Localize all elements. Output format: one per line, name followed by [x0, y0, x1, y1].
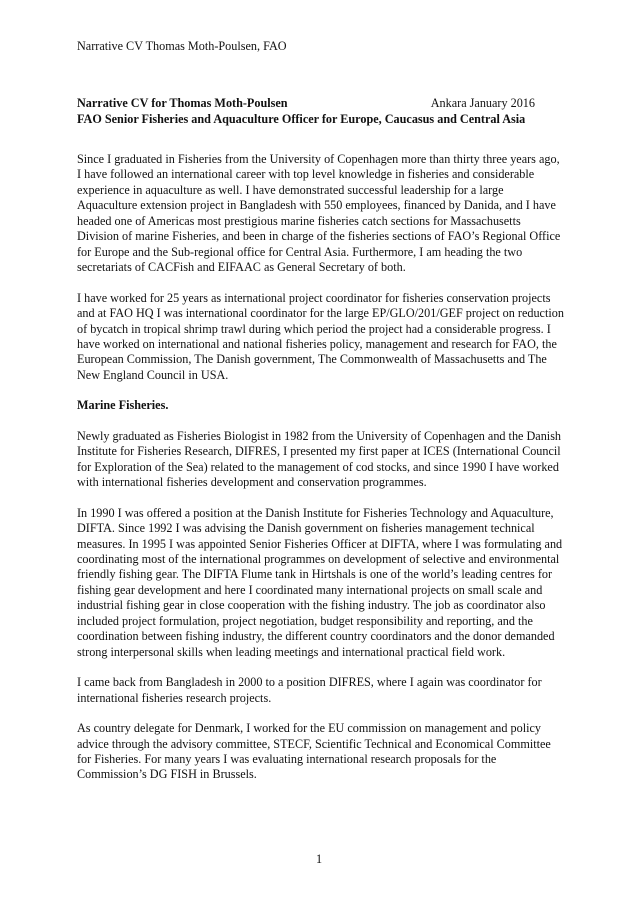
cv-title: Narrative CV for Thomas Moth-Poulsen: [77, 96, 288, 110]
running-header: Narrative CV Thomas Moth-Poulsen, FAO: [77, 39, 287, 53]
paragraph-difta: In 1990 I was offered a position at the Danish Institute for Fisheries Technology and Aquaculture, DIFTA. Since 1992 I was advising the Danish government on fisheries management technical measures. In 1995 I was appointed Senior Fisheries Officer at DIFTA, where I was formulating and coordinating most of the international programmes on development of selective and environmental friendly fishing gear. The DIFTA Flume tank in Hirtshals is one of the world’s leading centres for fishing gear development and here I coordinated many international projects on small scale and industrial fishing gear in close cooperation with the fishing industry. The job as coordinator also included project formulation, project negotiation, budget responsibility and reporting, and the coordination between fishing industry, the different country coordinators and the donor demanded strong interpersonal skills when leading meetings and international practical field work.: [77, 505, 563, 659]
position-title: FAO Senior Fisheries and Aquaculture Officer for Europe, Caucasus and Central Asia: [77, 111, 526, 126]
page-number: 1: [315, 852, 323, 866]
section-heading-marine-fisheries: Marine Fisheries.: [77, 398, 169, 413]
paragraph-intro: Since I graduated in Fisheries from the University of Copenhagen more than thirty three years ago, I have followed an international career with top level knowledge in fisheries and considerable experience in aquaculture as well. I have demonstrated successful leadership for a large Aquaculture extension project in Bangladesh with 550 employees, financed by Danida, and I have headed one of Americas most prestigious marine fisheries catch sections for Massachusetts Division of marine Fisheries, and been in charge of the fisheries sections of FAO’s Regional Office for Europe and the Sub-regional office for Central Asia. Furthermore, I am heading the two secretariats of CACFish and EIFAAC as General Secretary of both.: [77, 152, 561, 275]
title-block: [77, 96, 567, 127]
title-line: [77, 96, 535, 112]
paragraph-project-coordination: I have worked for 25 years as international project coordinator for fisheries conservation projects and at FAO HQ I was international coordinator for the large EP/GLO/201/GEF project on reduction of bycatch in tropical shrimp trawl during which period the project had a considerable progress. I have worked on international and national fisheries policy, management and research for FAO, the European Commission, The Danish government, The Commonwealth of Massachusetts and The New England Council in USA.: [77, 290, 564, 382]
body-text: [77, 152, 565, 798]
paragraph-country-delegate: As country delegate for Denmark, I worked for the EU commission on management and policy advice through the advisory committee, STECF, Scientific Technical and Economical Committee for Fisheries. For many years I was evaluating international research proposals for the Commission’s DG FISH in Brussels.: [77, 721, 551, 782]
place-date: Ankara January 2016: [430, 96, 535, 110]
paragraph-bangladesh-return: I came back from Bangladesh in 2000 to a position DIFRES, where I again was coordinator for international fisheries research projects.: [77, 675, 542, 705]
paragraph-graduation: Newly graduated as Fisheries Biologist in 1982 from the University of Copenhagen and the Danish Institute for Fisheries Research, DIFRES, I presented my first paper at ICES (International Council for Exploration of the Sea) related to the management of cod stocks, and since 1990 I have worked with international fisheries development and conservation programmes.: [77, 428, 562, 490]
